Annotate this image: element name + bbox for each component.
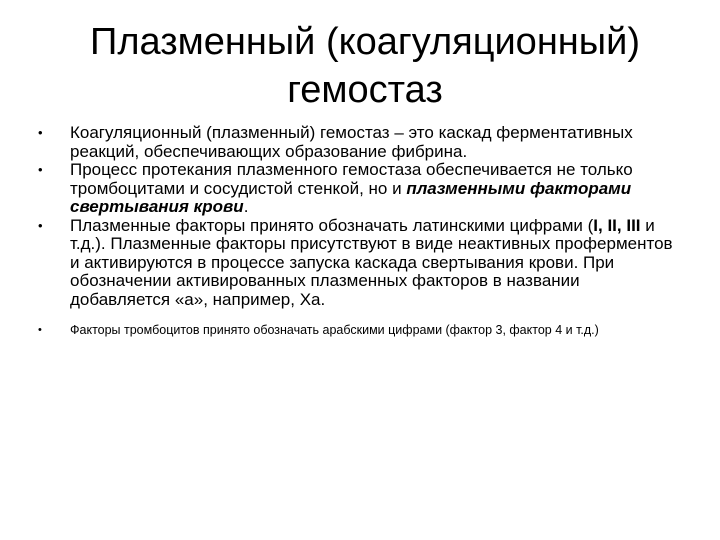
list-item xyxy=(36,161,684,217)
list-item xyxy=(36,323,684,338)
bullet-icon: • xyxy=(38,217,43,233)
bullet-emphasis: плазменными факторами свертывания крови xyxy=(70,178,632,216)
title-line-2: гемостаз xyxy=(287,69,443,111)
bullet-icon: • xyxy=(38,125,43,140)
bullet-text-before: Плазменные факторы принято обозначать латинскими цифрами ( xyxy=(70,215,594,235)
bullet-text-after: . xyxy=(243,197,249,216)
bullet-text-before: Процесс протекания плазменного гемостаза обеспечивается не только тромбоцитами и сосудистой стенкой, но и xyxy=(70,160,633,198)
bullet-text: Факторы тромбоцитов принято обозначать арабскими цифрами (фактор 3, фактор 4 и т.д.) xyxy=(70,323,599,337)
title-line-1: Плазменный (коагуляционный) xyxy=(90,21,640,63)
bullet-icon: • xyxy=(38,324,42,336)
list-item xyxy=(36,217,684,310)
page-title xyxy=(40,18,690,114)
bullet-text xyxy=(70,161,684,217)
bullet-text: Коагуляционный (плазменный) гемостаз – это каскад ферментативных реакций, обеспечивающих образование фибрина. xyxy=(70,123,633,161)
bullet-icon: • xyxy=(38,162,43,177)
roman-numerals: I, II, III xyxy=(593,215,641,235)
bullet-text-after: и т.д.). Плазменные факторы присутствуют в виде неактивных проферментов и активируются в процессе запуска каскада свертывания крови. При обозначении активированных плазменных факторов в названии добавляется «а», например, Ха. xyxy=(70,215,673,309)
list-item xyxy=(36,124,684,161)
bullet-text xyxy=(70,217,684,310)
bullet-list xyxy=(36,124,684,338)
